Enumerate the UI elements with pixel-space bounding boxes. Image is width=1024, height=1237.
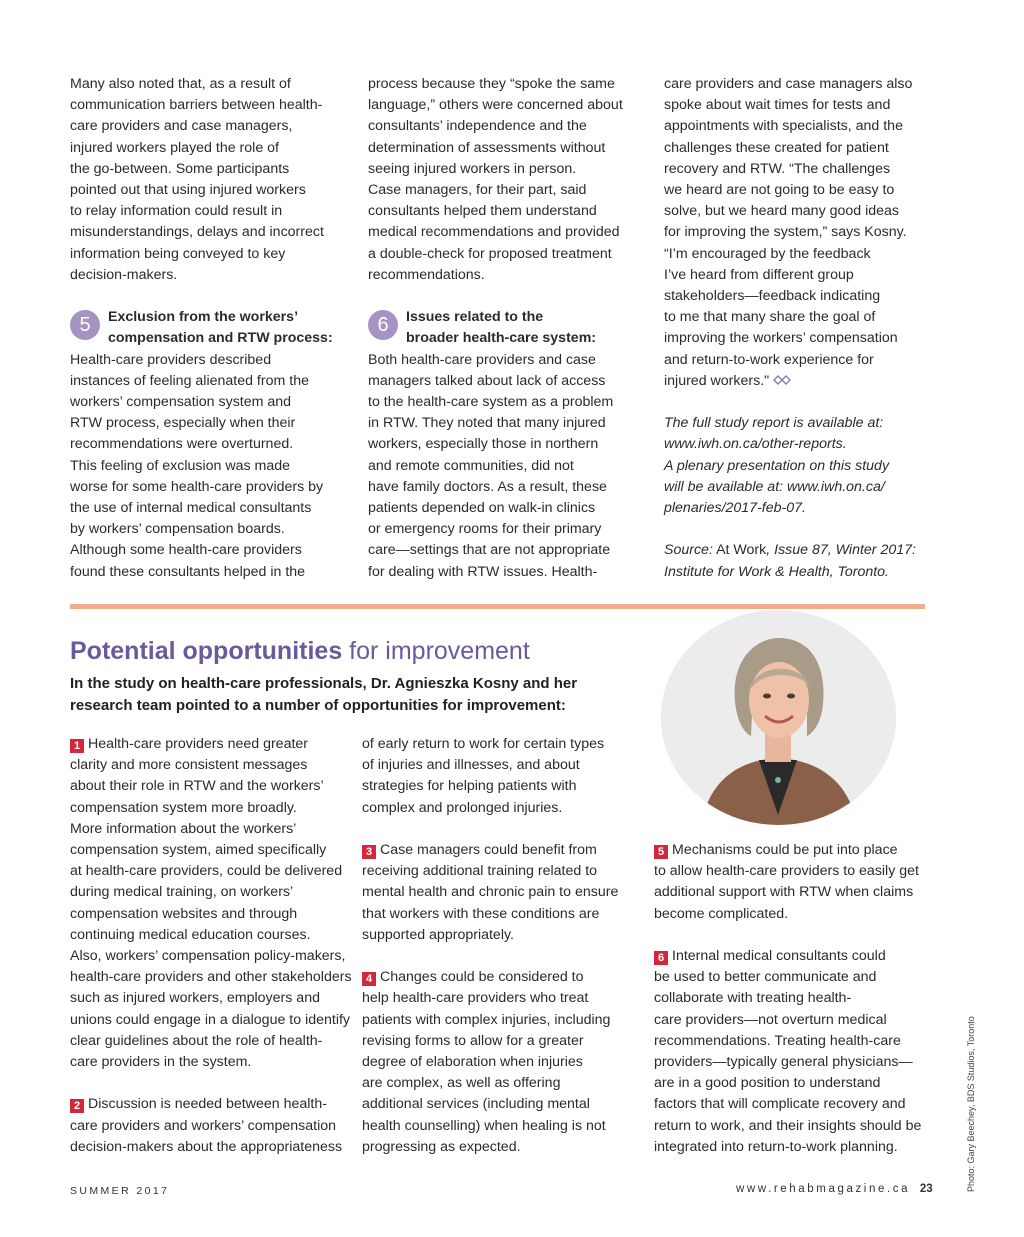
text-line: process because they “spoke the same: [368, 76, 615, 92]
text-line: [362, 967, 647, 988]
text-line: Many also noted that, as a result of: [70, 76, 291, 92]
top-column-1: [70, 74, 345, 583]
text-line: providers—typically general physicians—: [654, 1054, 913, 1071]
source-label: Source:: [664, 542, 713, 559]
item-text: Discussion is needed between health-: [88, 1096, 327, 1113]
text-line: and return-to-work experience for: [664, 351, 874, 368]
text-line: RTW process, especially when their: [70, 415, 296, 432]
text-line: instances of feeling alienated from the: [70, 372, 309, 389]
text-line: Also, workers’ compensation policy-makers,: [70, 948, 346, 965]
opportunity-6: [654, 946, 939, 1158]
section-intro: [70, 673, 630, 716]
source-institute: Institute for Work & Health, Toronto.: [664, 563, 889, 580]
text-line: to the health-care system as a problem: [368, 394, 614, 411]
plenary-link-cont[interactable]: plenaries/2017-feb-07.: [664, 500, 806, 517]
text-line: unions could engage in a dialogue to identify: [70, 1011, 351, 1028]
text-line: [654, 946, 939, 967]
source-issue: , Issue 87, Winter 2017:: [766, 542, 916, 559]
text-line: become complicated.: [654, 905, 789, 922]
text-line: decision-makers.: [70, 266, 178, 283]
bottom-column-2: [362, 734, 647, 1158]
number-badge: 4: [362, 972, 376, 986]
text-line: care providers and case managers also: [664, 76, 913, 92]
text-line: recommendations. Treating health-care: [654, 1032, 901, 1049]
text-line: such as injured workers, employers and: [70, 990, 320, 1007]
text-line: Case managers, for their part, said: [368, 182, 587, 199]
text-line: by workers’ compensation boards.: [70, 521, 285, 538]
text-line: return to work, and their insights should be: [654, 1117, 922, 1134]
text-line: to me that many share the goal of: [664, 309, 876, 326]
text-line: communication barriers between health-: [70, 97, 323, 114]
text-line: or emergency rooms for their primary: [368, 521, 602, 538]
text-line: [70, 734, 355, 755]
text-line: clarity and more consistent messages: [70, 757, 308, 774]
text-line: More information about the workers’: [70, 820, 297, 837]
number-badge: 5: [654, 845, 668, 859]
text-line: A plenary presentation on this study: [664, 457, 890, 474]
opportunity-2-continued: [362, 734, 647, 819]
text-line: strategies for helping patients with: [362, 778, 577, 795]
text-line: recommendations were overturned.: [70, 436, 294, 453]
opportunity-4: [362, 967, 647, 1158]
opportunity-5: [654, 840, 939, 925]
text-line: care providers and workers’ compensation: [70, 1117, 337, 1134]
text-line: revising forms to allow for a greater: [362, 1032, 584, 1049]
text-line: [70, 1094, 355, 1115]
number-badge: 3: [362, 845, 376, 859]
text-line: continuing medical education courses.: [70, 926, 311, 943]
text-line: consultants helped them understand: [368, 203, 597, 220]
text-line: and remote communities, did not: [368, 457, 574, 474]
section-number-badge: 5: [70, 310, 100, 340]
text-line: progressing as expected.: [362, 1138, 521, 1155]
text-line: [664, 371, 939, 392]
heading-line: broader health-care system:: [406, 330, 597, 347]
report-link[interactable]: www.iwh.on.ca/other-reports.: [664, 436, 847, 453]
heading-line: Issues related to the: [406, 309, 544, 326]
top-col3-text: [664, 74, 939, 392]
top-column-2: [368, 74, 643, 583]
text-line: be used to better communicate and: [654, 969, 877, 986]
text-line: to allow health-care providers to easily get: [654, 863, 919, 880]
section-6-body: [368, 350, 643, 583]
top-col2-text: [368, 74, 643, 286]
section-6-heading: [368, 307, 643, 349]
item-text: Case managers could benefit from: [380, 842, 597, 858]
text-line: additional services (including mental: [362, 1096, 590, 1113]
bottom-column-3: [654, 840, 939, 1158]
intro-line: research team pointed to a number of opportunities for improvement:: [70, 696, 566, 714]
end-mark-icon: [773, 375, 791, 385]
plenary-link[interactable]: will be available at: www.iwh.on.ca/: [664, 478, 885, 495]
page-number: 23: [919, 1183, 933, 1195]
text-line: integrated into return-to-work planning.: [654, 1138, 898, 1155]
text-line: a double-check for proposed treatment: [368, 245, 612, 262]
text-line: have family doctors. As a result, these: [368, 478, 607, 495]
photo-credit: Photo: Gary Beechey, BDS Studios, Toronto: [966, 1016, 976, 1192]
text-line: compensation system more broadly.: [70, 799, 297, 816]
text-line: that workers with these conditions are: [362, 905, 600, 922]
portrait-photo: [661, 610, 896, 825]
text-line: for dealing with RTW issues. Health-: [368, 563, 598, 580]
text-line: stakeholders—feedback indicating: [664, 288, 881, 305]
text-line: decision-makers about the appropriateness: [70, 1138, 343, 1155]
text-line: the go-between. Some participants: [70, 160, 290, 177]
text-line: appointments with specialists, and the: [664, 118, 903, 135]
text-line: mental health and chronic pain to ensure: [362, 884, 619, 901]
source-line: [664, 540, 939, 561]
text-line: Health-care providers described: [70, 351, 272, 368]
text-line: workers’ compensation system and: [70, 394, 292, 411]
opportunity-1: [70, 734, 355, 1073]
text-line-end: injured workers.": [664, 372, 770, 389]
text-line: found these consultants helped in the: [70, 563, 306, 580]
heading-line: compensation and RTW process:: [108, 330, 333, 347]
section-5-body: [70, 350, 345, 583]
text-line: patients with complex injuries, including: [362, 1011, 611, 1028]
text-line: are complex, as well as offering: [362, 1075, 561, 1092]
bottom-column-1: [70, 734, 355, 1158]
section-number-badge: 6: [368, 310, 398, 340]
text-line: worse for some health-care providers by: [70, 478, 324, 495]
item-text: Changes could be considered to: [380, 969, 584, 986]
text-line: compensation websites and through: [70, 905, 298, 922]
section-5-heading: [70, 307, 345, 349]
item-text: Mechanisms could be put into place: [672, 842, 898, 858]
text-line: degree of elaboration when injuries: [362, 1054, 583, 1071]
source-note: [664, 540, 939, 582]
text-line: patients depended on walk-in clinics: [368, 500, 596, 517]
text-line: compensation system, aimed specifically: [70, 842, 327, 859]
text-line: The full study report is available at:: [664, 415, 884, 432]
text-line: care—settings that are not appropriate: [368, 542, 611, 559]
section-title-bold: Potential opportunities: [70, 637, 343, 665]
text-line: [362, 840, 647, 861]
text-line: supported appropriately.: [362, 926, 514, 943]
text-line: health-care providers and other stakeholders: [70, 969, 352, 986]
top-col1-text: [70, 74, 345, 286]
text-line: factors that will complicate recovery and: [654, 1096, 906, 1113]
text-line: complex and prolonged injuries.: [362, 799, 563, 816]
text-line: of injuries and illnesses, and about: [362, 757, 580, 774]
footer-url[interactable]: www.rehabmagazine.ca: [736, 1183, 911, 1195]
text-line: for improving the system,” says Kosny.: [664, 224, 907, 241]
heading-line: Exclusion from the workers’: [108, 309, 299, 326]
text-line: care providers—not overturn medical: [654, 1011, 887, 1028]
text-line: challenges these created for patient: [664, 139, 889, 156]
number-badge: 2: [70, 1099, 84, 1113]
text-line: additional support with RTW when claims: [654, 884, 914, 901]
text-line: workers, especially those in northern: [368, 436, 599, 453]
text-line: care providers and case managers,: [70, 118, 293, 135]
text-line: are in a good position to understand: [654, 1075, 881, 1092]
text-line: information being conveyed to key: [70, 245, 286, 262]
number-badge: 1: [70, 739, 84, 753]
item-text: Internal medical consultants could: [672, 948, 886, 964]
text-line: health counselling) when healing is not: [362, 1117, 606, 1134]
text-line: determination of assessments without: [368, 139, 606, 156]
section-title: [70, 634, 530, 668]
text-line: in RTW. They noted that many injured: [368, 415, 606, 432]
section-title-rest: for improvement: [342, 637, 530, 665]
intro-line: In the study on health-care professionals, Dr. Agnieszka Kosny and her: [70, 675, 578, 692]
footer-right: [736, 1183, 933, 1195]
report-availability-note: [664, 413, 939, 519]
text-line: language,” others were concerned about: [368, 97, 623, 114]
text-line: of early return to work for certain types: [362, 736, 605, 752]
text-line: about their role in RTW and the workers’: [70, 778, 324, 795]
source-publication: At Work: [712, 542, 767, 559]
text-line: This feeling of exclusion was made: [70, 457, 291, 474]
text-line: medical recommendations and provided: [368, 224, 620, 241]
portrait-illustration: [661, 610, 896, 825]
section-divider: [70, 604, 925, 609]
text-line: misunderstandings, delays and incorrect: [70, 224, 324, 241]
text-line: I’ve heard from different group: [664, 266, 854, 283]
opportunity-2: [70, 1094, 355, 1158]
text-line: during medical training, on workers’: [70, 884, 294, 901]
number-badge: 6: [654, 951, 668, 965]
text-line: collaborate with treating health-: [654, 990, 852, 1007]
text-line: spoke about wait times for tests and: [664, 97, 891, 114]
item-text: Health-care providers need greater: [88, 736, 309, 752]
text-line: improving the workers’ compensation: [664, 330, 898, 347]
text-line: the use of internal medical consultants: [70, 500, 312, 517]
text-line: Both health-care providers and case: [368, 351, 596, 368]
text-line: to relay information could result in: [70, 203, 283, 220]
text-line: recommendations.: [368, 266, 485, 283]
text-line: [654, 840, 939, 861]
text-line: injured workers played the role of: [70, 139, 279, 156]
footer-issue: SUMMER 2017: [70, 1185, 170, 1197]
text-line: seeing injured workers in person.: [368, 160, 577, 177]
text-line: we heard are not going to be easy to: [664, 182, 895, 199]
text-line: “I’m encouraged by the feedback: [664, 245, 871, 262]
opportunity-3: [362, 840, 647, 946]
text-line: consultants’ independence and the: [368, 118, 587, 135]
text-line: managers talked about lack of access: [368, 372, 606, 389]
text-line: help health-care providers who treat: [362, 990, 589, 1007]
text-line: receiving additional training related to: [362, 863, 598, 880]
text-line: Although some health-care providers: [70, 542, 302, 559]
text-line: pointed out that using injured workers: [70, 182, 306, 199]
text-line: care providers in the system.: [70, 1054, 252, 1071]
text-line: recovery and RTW. “The challenges: [664, 160, 891, 177]
text-line: clear guidelines about the role of health-: [70, 1032, 323, 1049]
top-column-3: [664, 74, 939, 583]
text-line: solve, but we heard many good ideas: [664, 203, 900, 220]
text-line: at health-care providers, could be delivered: [70, 863, 343, 880]
